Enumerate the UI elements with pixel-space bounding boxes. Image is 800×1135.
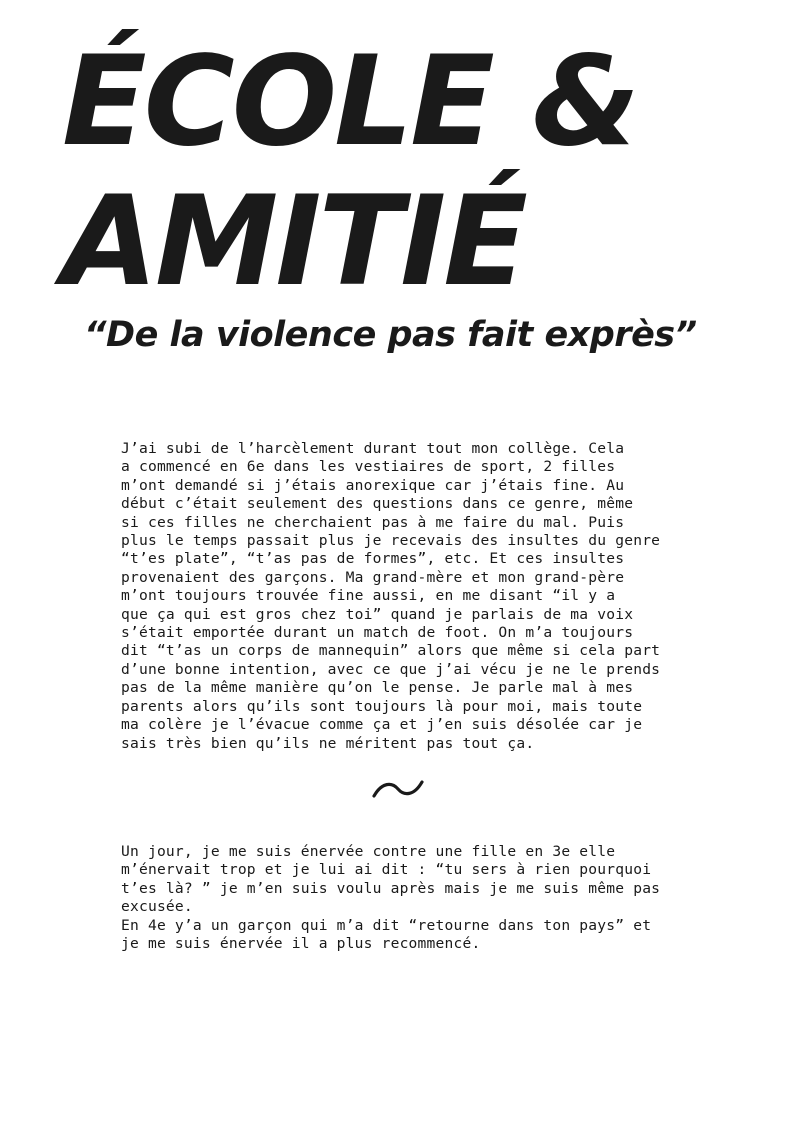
page-title-line-2: AMITIÉ (62, 170, 525, 314)
body-paragraph-1: J’ai subi de l’harcèlement durant tout mon collège. Cela a commencé en 6e dans les vestiaires de sport, 2 filles m’ont demandé si j’étais anorexique car j’étais fine. Au début c’était seulement des questions dans ce genre, même si ces filles ne cherchaient pas à me faire du mal. Puis plus le temps passait plus je recevais des insultes du genre “t’es plate”, “t’as pas de formes”, etc. Et ces insultes provenaient des garçons. Ma grand-mère et mon grand-père m’ont toujours trouvée fine aussi, en me disant “il y a que ça qui est gros chez toi” quand je parlais de ma voix s’était emportée durant un match de foot. On m’a toujours dit “t’as un corps de mannequin” alors que même si cela part d’une bonne intention, avec ce que j’ai vécu je ne le prends pas de la même manière qu’on le pense. Je parle mal à mes parents alors qu’ils sont toujours là pour moi, mais toute ma colère je l’évacue comme ça et j’en suis désolée car je sais très bien qu’ils ne méritent pas tout ça. (121, 440, 661, 752)
page-title-line-1: ÉCOLE & (62, 30, 638, 174)
page-subtitle: “De la violence pas fait exprès” (84, 315, 697, 355)
body-paragraph-2: Un jour, je me suis énervée contre une fille en 3e elle m’énervait trop et je lui ai dit : “tu sers à rien pourquoi t’es là? ” je m’en suis voulu après mais je me suis même pas excusée. En 4e y’a un garçon qui m’a dit “retourne dans ton pays” et je me suis énervée il a plus recommencé. (121, 843, 661, 953)
tilde-icon (368, 772, 428, 806)
